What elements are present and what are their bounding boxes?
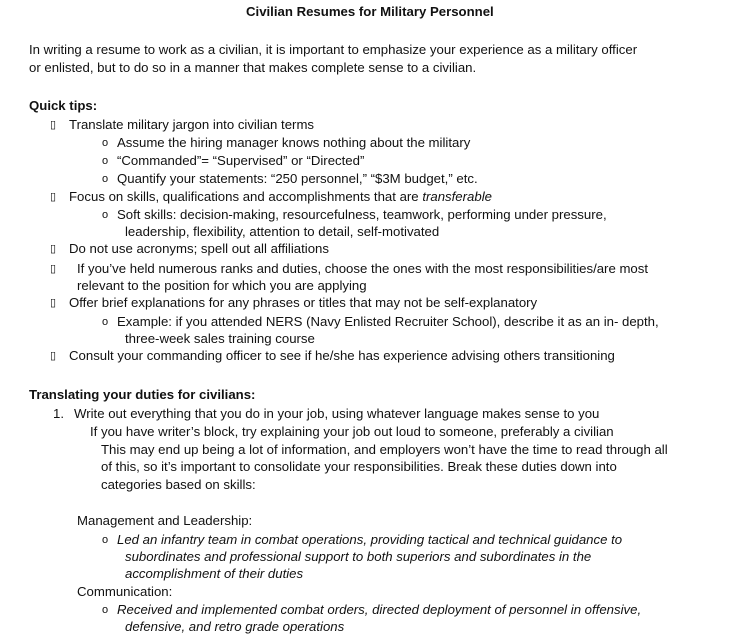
sub-bullet-icon: o [102,209,109,221]
tip-translate-jargon: Translate military jargon into civilian terms [69,117,315,132]
bullet-icon: ▯ [50,297,57,309]
sub-bullet-icon: o [102,534,109,546]
management-example-2: subordinates and professional support to both superiors and subordinates in the [125,549,592,564]
bullet-icon: ▯ [50,191,57,203]
tip-commanded: “Commanded”= “Supervised” or “Directed” [117,153,365,168]
document-title: Civilian Resumes for Military Personnel [246,4,494,19]
intro-line-1: In writing a resume to work as a civilian, it is important to emphasize your experience as a military officer [29,42,638,57]
sub-bullet-icon: o [102,604,109,616]
sub-bullet-icon: o [102,155,109,167]
bullet-icon: ▯ [50,263,57,275]
bullet-icon: ▯ [50,119,57,131]
bullet-icon: ▯ [50,243,57,255]
translate-line-3: This may end up being a lot of information, and employers won’t have the time to read through all [101,442,668,457]
translating-heading: Translating your duties for civilians: [29,387,256,402]
tip-soft-skills-2: leadership, flexibility, attention to detail, self-motivated [125,224,440,239]
tip-quantify: Quantify your statements: “250 personnel,” “$3M budget,” etc. [117,171,478,186]
translate-line-5: categories based on skills: [101,477,256,492]
tip-example-1: Example: if you attended NERS (Navy Enlisted Recruiter School), describe it as an in- depth, [117,314,659,329]
tip-consult-officer: Consult your commanding officer to see if he/she has experience advising others transitioning [69,348,615,363]
tip-assume-manager: Assume the hiring manager knows nothing about the military [117,135,471,150]
list-number: 1. [53,406,64,421]
tip-ranks-2: relevant to the position for which you are applying [77,278,367,293]
sub-bullet-icon: o [102,316,109,328]
intro-line-2: or enlisted, but to do so in a manner that makes complete sense to a civilian. [29,60,477,75]
bullet-icon: ▯ [50,350,57,362]
translate-line-4: of this, so it’s important to consolidate your responsibilities. Break these duties down into [101,459,617,474]
translate-line-1: Write out everything that you do in your job, using whatever language makes sense to you [74,406,600,421]
tip-explanations: Offer brief explanations for any phrases or titles that may not be self-explanatory [69,295,538,310]
category-communication: Communication: [77,584,173,599]
tip-example-2: three-week sales training course [125,331,315,346]
management-example-1: Led an infantry team in combat operations, providing tactical and technical guidance to [117,532,623,547]
communication-example-1: Received and implemented combat orders, directed deployment of personnel in offensive, [117,602,642,617]
translate-line-2: If you have writer’s block, try explaining your job out loud to someone, preferably a civilian [90,424,614,439]
tip-focus-skills: Focus on skills, qualifications and accomplishments that are transferable [69,189,492,204]
tip-ranks-1: If you’ve held numerous ranks and duties, choose the ones with the most responsibilities/are most [77,261,649,276]
communication-example-2: defensive, and retro grade operations [125,619,345,634]
sub-bullet-icon: o [102,137,109,149]
tip-soft-skills-1: Soft skills: decision-making, resourcefulness, teamwork, performing under pressure, [117,207,607,222]
tip-acronyms: Do not use acronyms; spell out all affiliations [69,241,329,256]
category-management: Management and Leadership: [77,513,253,528]
quick-tips-heading: Quick tips: [29,98,98,113]
management-example-3: accomplishment of their duties [125,566,304,581]
sub-bullet-icon: o [102,173,109,185]
